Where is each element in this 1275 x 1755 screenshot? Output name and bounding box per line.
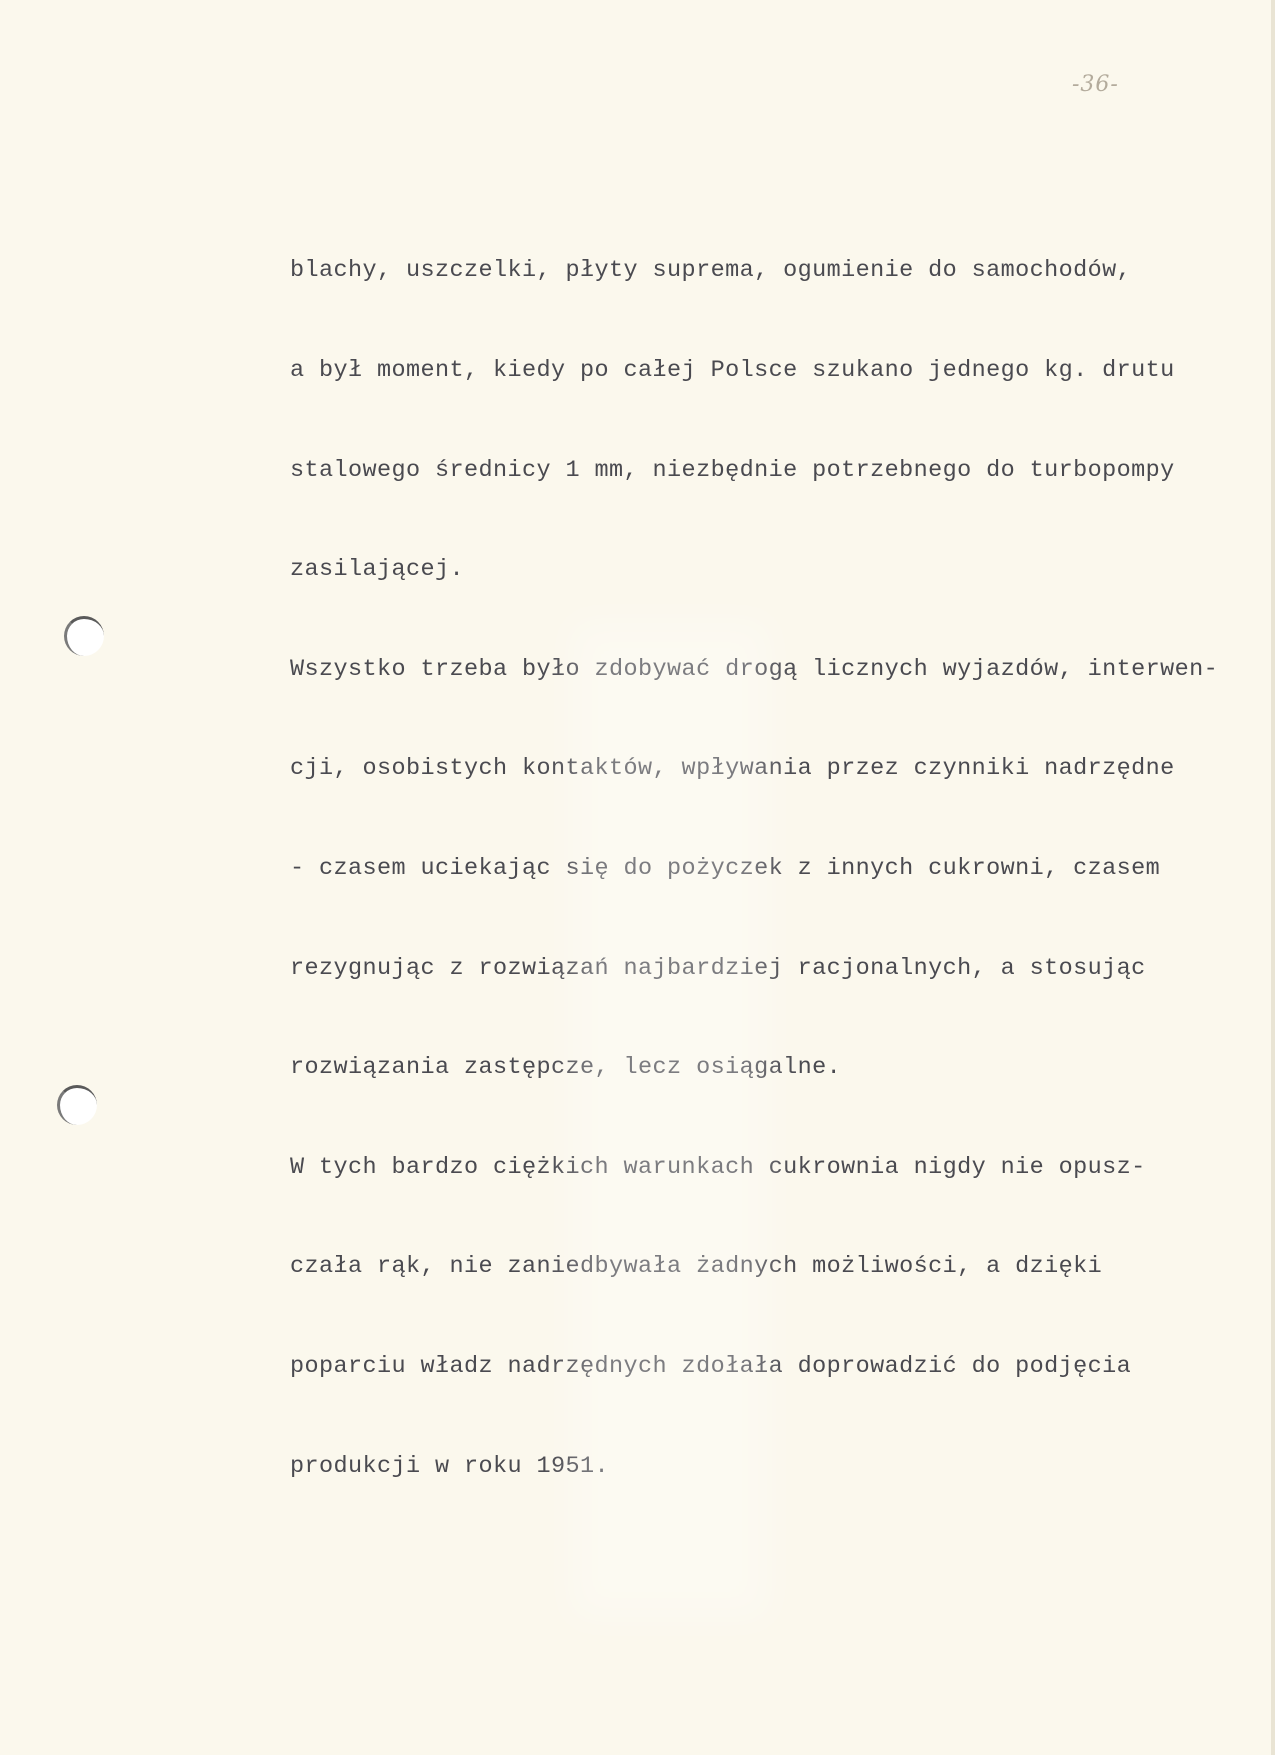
page-edge (1271, 0, 1275, 1755)
typed-text-body (290, 188, 1240, 1549)
text-line: W tych bardzo ciężkich warunkach cukrownia nigdy nie opusz- (290, 1153, 1146, 1181)
text-line: Wszystko trzeba było zdobywać drogą licznych wyjazdów, interwen- (290, 655, 1219, 683)
page-number: -36- (1072, 72, 1119, 97)
text-line: rezygnując z rozwiązań najbardziej racjonalnych, a stosując (290, 954, 1146, 982)
text-line: produkcji w roku 1951. (290, 1452, 610, 1480)
text-line: zasilającej. (290, 556, 465, 584)
text-line: czała rąk, nie zaniedbywała żadnych możliwości, a dzięki (290, 1253, 1103, 1281)
text-line: rozwiązania zastępcze, lecz osiągalne. (290, 1054, 842, 1082)
punch-hole (57, 1085, 97, 1125)
text-line: a był moment, kiedy po całej Polsce szukano jednego kg. drutu (290, 357, 1175, 384)
text-line: blachy, uszczelki, płyty suprema, ogumienie do samochodów, (290, 257, 1132, 285)
punch-hole (64, 616, 104, 656)
text-line: poparciu władz nadrzędnych zdołała doprowadzić do podjęcia (290, 1352, 1132, 1380)
text-line: stalowego średnicy 1 mm, niezbędnie potrzebnego do turbopompy (290, 456, 1175, 484)
text-line: - czasem uciekając się do pożyczek z innych cukrowni, czasem (290, 854, 1161, 882)
text-line: cji, osobistych kontaktów, wpływania przez czynniki nadrzędne (290, 755, 1175, 783)
